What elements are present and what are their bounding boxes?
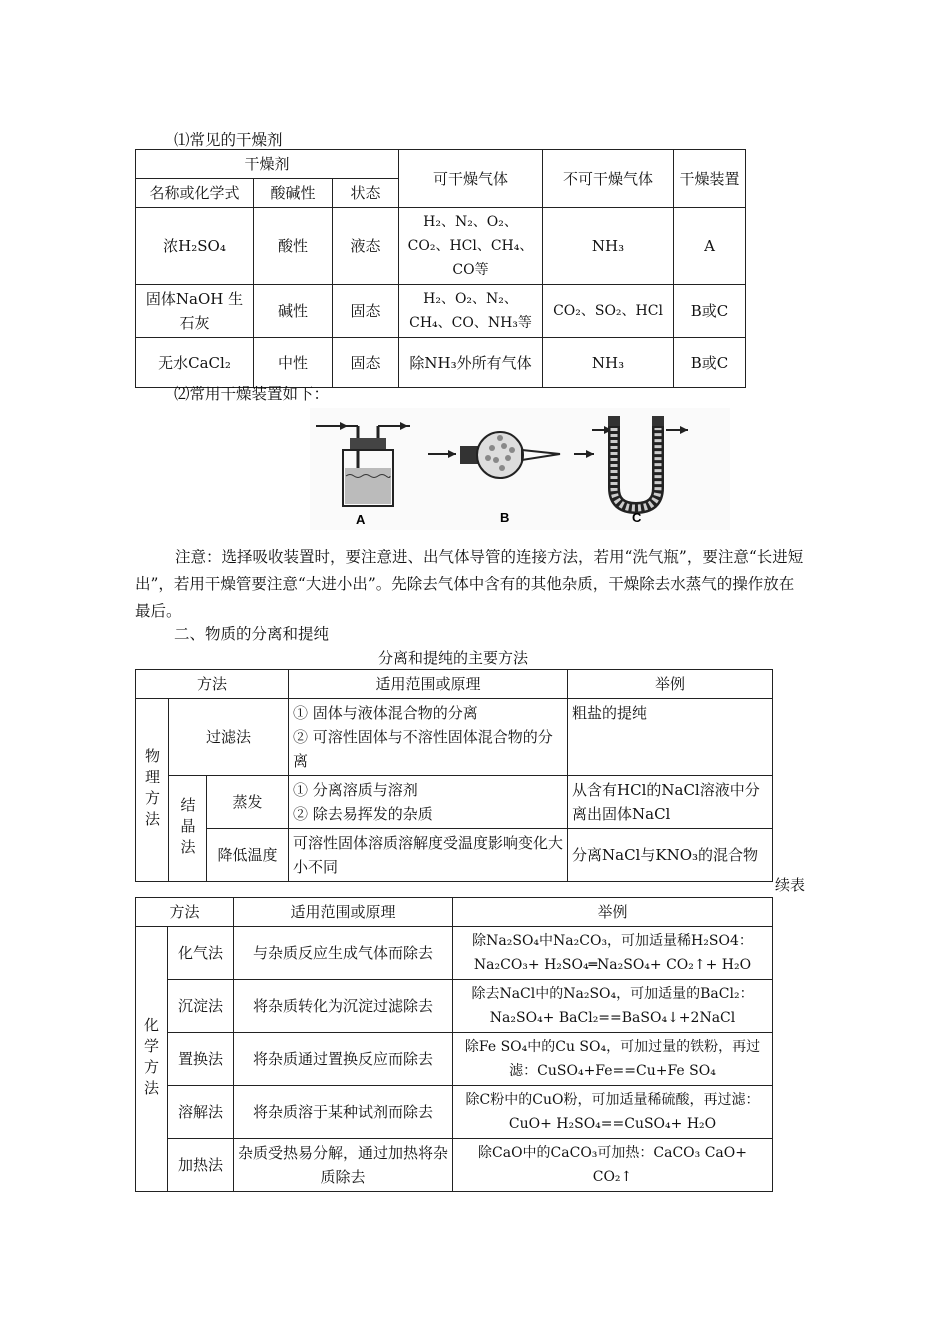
chemical-methods-table (135, 897, 773, 1192)
cell-can-dry: 除NH₃外所有气体 (399, 338, 543, 388)
section2-title: ⑵常用干燥装置如下： (174, 385, 330, 403)
example-cell: 除C粉中的CuO粉，可加适量稀硫酸，再过滤：CuO+ H₂SO₄==CuSO₄+ H₂O (453, 1086, 773, 1139)
chemical-method-label: 化学方法 (136, 927, 168, 1192)
table-row (136, 285, 746, 338)
method-cell: 沉淀法 (168, 980, 234, 1033)
table-row (136, 338, 746, 388)
table-row (136, 208, 746, 285)
cell-device: B或C (674, 285, 746, 338)
physical-methods-table (135, 669, 773, 882)
head-acidity: 酸碱性 (254, 179, 333, 208)
cell-can-dry: H₂、N₂、O₂、CO₂、HCl、CH₄、CO等 (399, 208, 543, 285)
head-can-dry: 可干燥气体 (399, 150, 543, 208)
cell-device: A (674, 208, 746, 285)
head-device: 干燥装置 (674, 150, 746, 208)
head-range: 适用范围或原理 (289, 670, 568, 699)
range-cell: 与杂质反应生成气体而除去 (234, 927, 453, 980)
table-row (136, 1086, 773, 1139)
filter-range: ① 固体与液体混合物的分离 ② 可溶性固体与不溶性固体混合物的分离 (289, 699, 568, 776)
example-cell: 除Fe SO₄中的Cu SO₄，可加过量的铁粉，再过滤：CuSO₄+Fe==Cu+Fe SO₄ (453, 1033, 773, 1086)
physical-method-label: 物理方法 (136, 699, 169, 882)
table-row (136, 1033, 773, 1086)
filter-method: 过滤法 (169, 699, 289, 776)
cool-range: 可溶性固体溶质溶解度受温度影响变化大小不同 (289, 829, 568, 882)
method-cell: 加热法 (168, 1139, 234, 1192)
continued-label: 续表 (775, 876, 806, 894)
cell-cannot-dry: NH₃ (543, 338, 674, 388)
cell-name: 无水CaCl₂ (136, 338, 254, 388)
head-state: 状态 (333, 179, 399, 208)
head-range: 适用范围或原理 (234, 898, 453, 927)
head-cannot-dry: 不可干燥气体 (543, 150, 674, 208)
method-cell: 化气法 (168, 927, 234, 980)
head-example: 举例 (568, 670, 773, 699)
cool-method: 降低温度 (207, 829, 289, 882)
range-cell: 将杂质转化为沉淀过滤除去 (234, 980, 453, 1033)
range-cell: 杂质受热易分解，通过加热将杂质除去 (234, 1139, 453, 1192)
method-cell: 置换法 (168, 1033, 234, 1086)
table-title: 分离和提纯的主要方法 (377, 649, 528, 667)
section3-title: 二、物质的分离和提纯 (174, 625, 330, 643)
label-b: B (500, 510, 510, 525)
cell-cannot-dry: NH₃ (543, 208, 674, 285)
cell-name: 固体NaOH 生石灰 (136, 285, 254, 338)
cell-state: 液态 (333, 208, 399, 285)
table-row (136, 980, 773, 1033)
example-cell: 除去NaCl中的Na₂SO₄，可加适量的BaCl₂：Na₂SO₄+ BaCl₂==BaSO₄↓+2NaCl (453, 980, 773, 1033)
range-cell: 将杂质通过置换反应而除去 (234, 1033, 453, 1086)
cool-example: 分离NaCl与KNO₃的混合物 (568, 829, 773, 882)
cell-state: 固态 (333, 338, 399, 388)
drying-apparatus-figure (310, 408, 730, 530)
cell-acidity: 酸性 (254, 208, 333, 285)
head-method: 方法 (136, 898, 234, 927)
section1-title: ⑴常见的干燥剂 (174, 131, 283, 149)
cell-cannot-dry: CO₂、SO₂、HCl (543, 285, 674, 338)
filter-example: 粗盐的提纯 (568, 699, 773, 776)
cell-device: B或C (674, 338, 746, 388)
head-desiccant: 干燥剂 (136, 150, 399, 179)
label-a: A (356, 512, 366, 527)
method-cell: 溶解法 (168, 1086, 234, 1139)
evap-method: 蒸发 (207, 776, 289, 829)
table-row (136, 927, 773, 980)
cell-name: 浓H₂SO₄ (136, 208, 254, 285)
head-method: 方法 (136, 670, 289, 699)
cell-acidity: 碱性 (254, 285, 333, 338)
example-cell: 除CaO中的CaCO₃可加热：CaCO₃ CaO+ CO₂↑ (453, 1139, 773, 1192)
range-cell: 将杂质溶于某种试剂而除去 (234, 1086, 453, 1139)
cell-state: 固态 (333, 285, 399, 338)
label-c: C (632, 510, 642, 525)
cell-acidity: 中性 (254, 338, 333, 388)
head-example: 举例 (453, 898, 773, 927)
crystal-method: 结晶法 (169, 776, 207, 882)
head-name: 名称或化学式 (136, 179, 254, 208)
table-row (136, 1139, 773, 1192)
cell-can-dry: H₂、O₂、N₂、CH₄、CO、NH₃等 (399, 285, 543, 338)
evap-range: ① 分离溶质与溶剂 ② 除去易挥发的杂质 (289, 776, 568, 829)
evap-example: 从含有HCl的NaCl溶液中分离出固体NaCl (568, 776, 773, 829)
example-cell: 除Na₂SO₄中Na₂CO₃，可加适量稀H₂SO4：Na₂CO₃+ H₂SO₄═Na₂SO₄+ CO₂↑+ H₂O (453, 927, 773, 980)
note-paragraph: 注意：选择吸收装置时，要注意进、出气体导管的连接方法，若用“洗气瓶”，要注意“长进短出”，若用干燥管要注意“大进小出”。先除去气体中含有的其他杂质，干燥除去水蒸气的操作放在最后。 (135, 548, 804, 620)
desiccant-table (135, 149, 746, 388)
